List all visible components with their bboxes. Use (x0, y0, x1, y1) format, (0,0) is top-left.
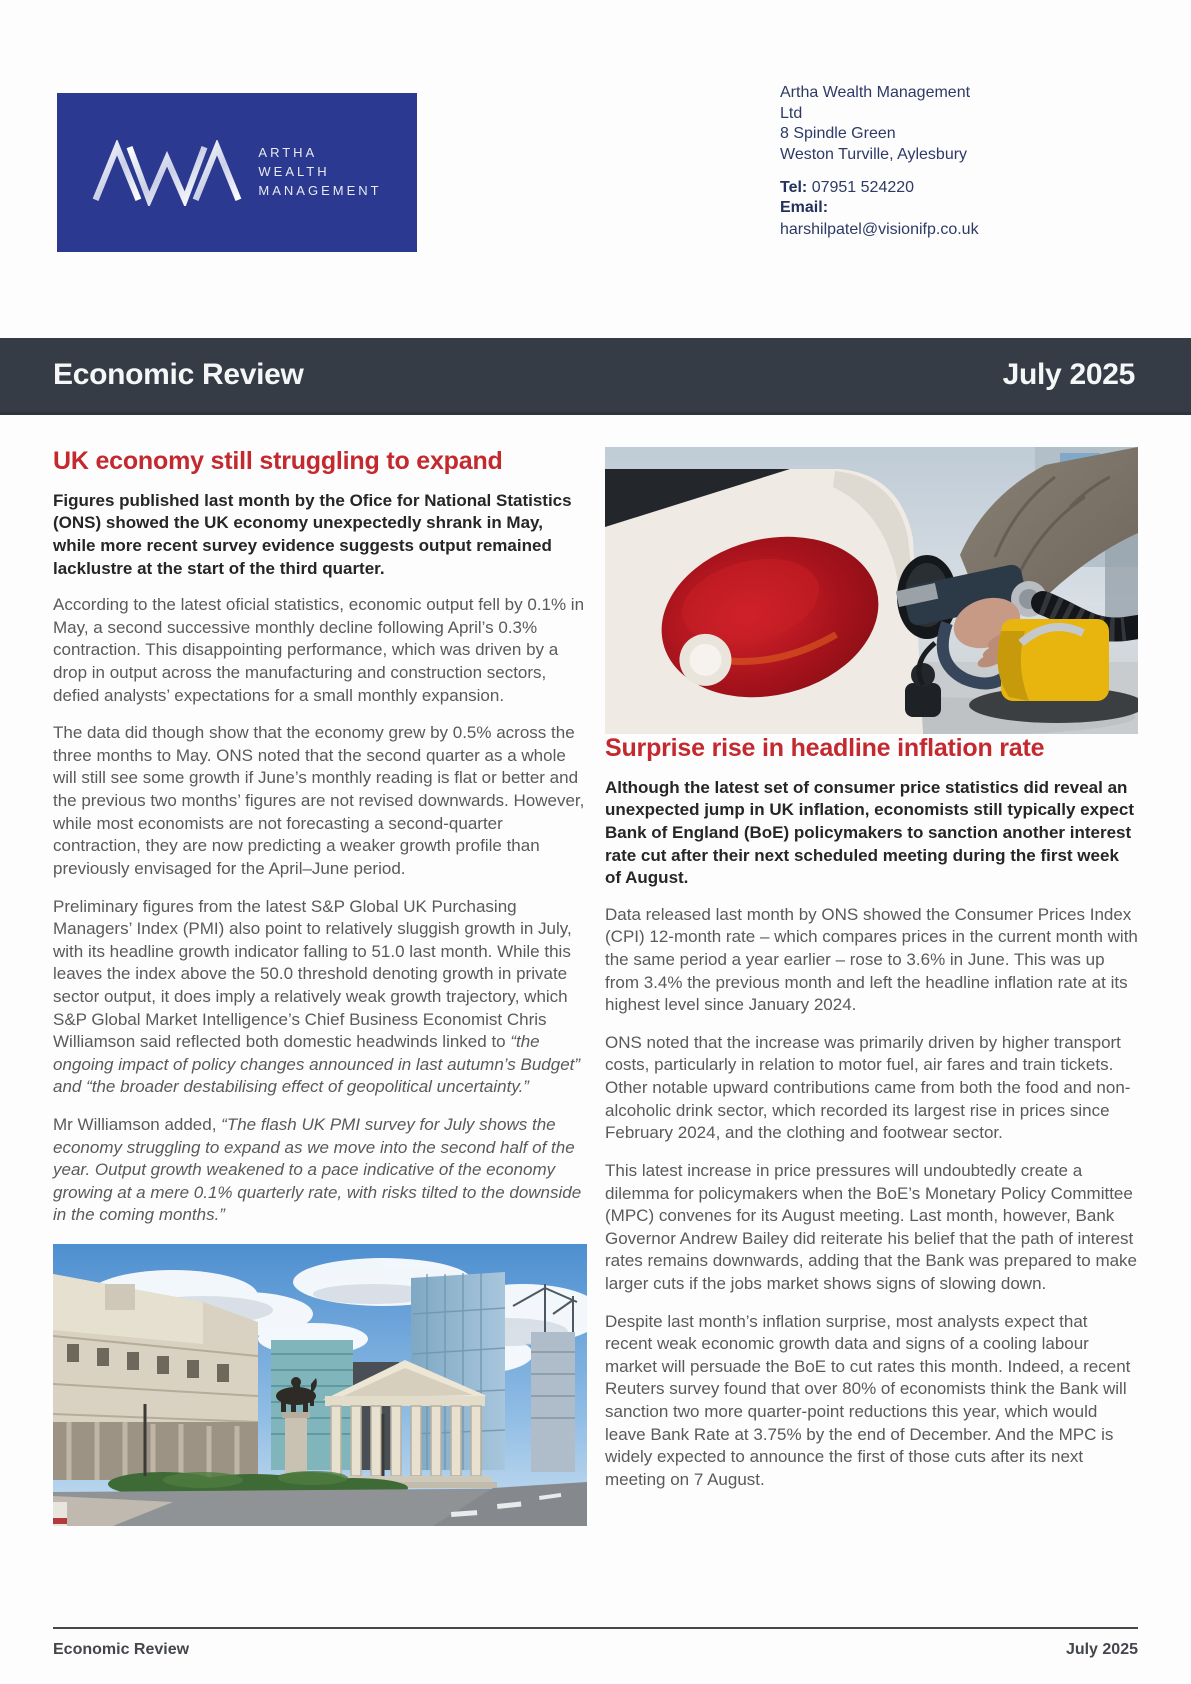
article-paragraph: Mr Williamson added, “The flash UK PMI survey for July shows the economy struggling to expand as we move into the second half of the year. Output growth weakened to a pace indicative of the economy growing at a mere 0.1% quarterly rate, with risks tilted to the downside in the coming months.” (53, 1114, 582, 1225)
issue-date: July 2025 (1002, 358, 1135, 391)
tel-value: 07951 524220 (807, 179, 915, 197)
article-paragraph: According to the latest oficial statistics, economic output fell by 0.1% in May, a second successive monthly decline following April’s 0.3% contraction. This disappointing performance, which was driven by a drop in output across the manufacturing and construction sectors, defied analysts’ expectations for a small monthly expansion. (53, 595, 585, 705)
company-logo (57, 93, 417, 252)
article-body (605, 904, 1138, 1492)
email-label-row (780, 198, 1150, 218)
car-refuelling-photo (605, 447, 1138, 734)
article-intro: Figures published last month by the Ofice for National Statistics (ONS) showed the UK economy unexpectedly shrank in May, while more recent survey evidence suggests output remained lacklustre at the start of the third quarter. (53, 490, 572, 578)
footer (53, 1641, 1138, 1659)
logo-wordmark (258, 144, 381, 201)
logo-word-management: MANAGEMENT (258, 182, 382, 198)
contact-address (780, 83, 1150, 164)
article-paragraph: ONS noted that the increase was primarily driven by higher transport costs, particularly in relation to motor fuel, air fares and train tickets. Other notable upward contributions came from both the food and non-alcoholic drink sector, which recorded its largest rise in prices since February 2024, and the clothing and footwear sector. (605, 1032, 1131, 1143)
footer-rule (53, 1627, 1138, 1629)
article-inflation (605, 447, 1138, 1526)
article-heading: UK economy still struggling to expand (53, 447, 503, 475)
awm-monogram-icon (92, 140, 242, 206)
page-title: Economic Review (53, 358, 304, 391)
article-paragraph: This latest increase in price pressures will undoubtedly create a dilemma for policymakers when the BoE’s Monetary Policy Committee (MPC) convenes for its August meeting. Last month, however, Bank Governor Andrew Bailey did reiterate his belief that the path of interest rates remains downwards, adding that the Bank was prepared to make larger cuts if the jobs market shows signs of slowing down. (605, 1160, 1138, 1293)
address-line: Ltd (780, 104, 803, 122)
article-paragraph: Data released last month by ONS showed the Consumer Prices Index (CPI) 12-month rate – which compares prices in the current month with the same period a year earlier – rose to 3.6% in June. This was up from 3.4% the previous month and left the headline inflation rate at its highest level since January 2024. (605, 904, 1138, 1015)
address-line: Weston Turville, Aylesbury (780, 145, 968, 163)
footer-title: Economic Review (53, 1641, 190, 1658)
article-columns (53, 447, 1138, 1526)
contact-block (780, 83, 1150, 240)
bank-of-england-photo (53, 1244, 587, 1526)
address-line: 8 Spindle Green (780, 125, 896, 143)
article-intro: Although the latest set of consumer price statistics did reveal an unexpected jump in UK inflation, economists still typically expect Bank of England (BoE) policymakers to sanction another interest rate cut after their next scheduled meeting during the first week of August. (605, 777, 1135, 888)
article-paragraph: Preliminary figures from the latest S&P Global UK Purchasing Managers’ Index (PMI) also point to relatively sluggish growth in July, with its headline growth indicator falling to 51.0 last month. While this leaves the index above the 50.0 threshold denoting growth in private sector output, it does imply a relatively weak growth trajectory, which S&P Global Market Intelligence’s Chief Business Economist Chris Williamson said reflected both domestic headwinds linked to “the ongoing impact of policy changes announced in last autumn’s Budget” and “the broader destabilising effect of geopolitical uncertainty.” (53, 896, 581, 1097)
contact-tel (780, 178, 1150, 198)
logo-word-wealth: WEALTH (258, 164, 330, 180)
article-uk-economy (53, 447, 587, 1526)
address-line: Artha Wealth Management (780, 84, 971, 101)
email-label: Email: (780, 198, 829, 216)
footer-date: July 2025 (1065, 1641, 1138, 1658)
article-body (53, 594, 587, 1227)
article-paragraph: The data did though show that the economy grew by 0.5% across the three months to May. ONS noted that the second quarter as a whole will still see some growth if June’s monthly reading is flat or better and the previous two months’ figures are not revised downwards. However, while most economists are not forecasting a second-quarter contraction, they are now predicting a weaker growth profile than previously envisaged for the April–June period. (53, 723, 585, 878)
logo-word-artha: ARTHA (258, 145, 318, 161)
article-paragraph: Despite last month’s inflation surprise, most analysts expect that recent weak economic growth data and signs of a cooling labour market will persuade the BoE to cut rates this month. Indeed, a recent Reuters survey found that over 80% of economists think the Bank will sanction two more quarter-point reductions this year, which would leave Bank Rate at 3.75% by the end of December. And the MPC is widely expected to announce the first of those cuts after its next meeting on 7 August. (605, 1311, 1131, 1489)
title-bar (0, 338, 1191, 415)
email-value: harshilpatel@visionifp.co.uk (780, 221, 979, 239)
article-heading: Surprise rise in headline inflation rate (605, 734, 1045, 762)
tel-label: Tel: (780, 179, 808, 197)
